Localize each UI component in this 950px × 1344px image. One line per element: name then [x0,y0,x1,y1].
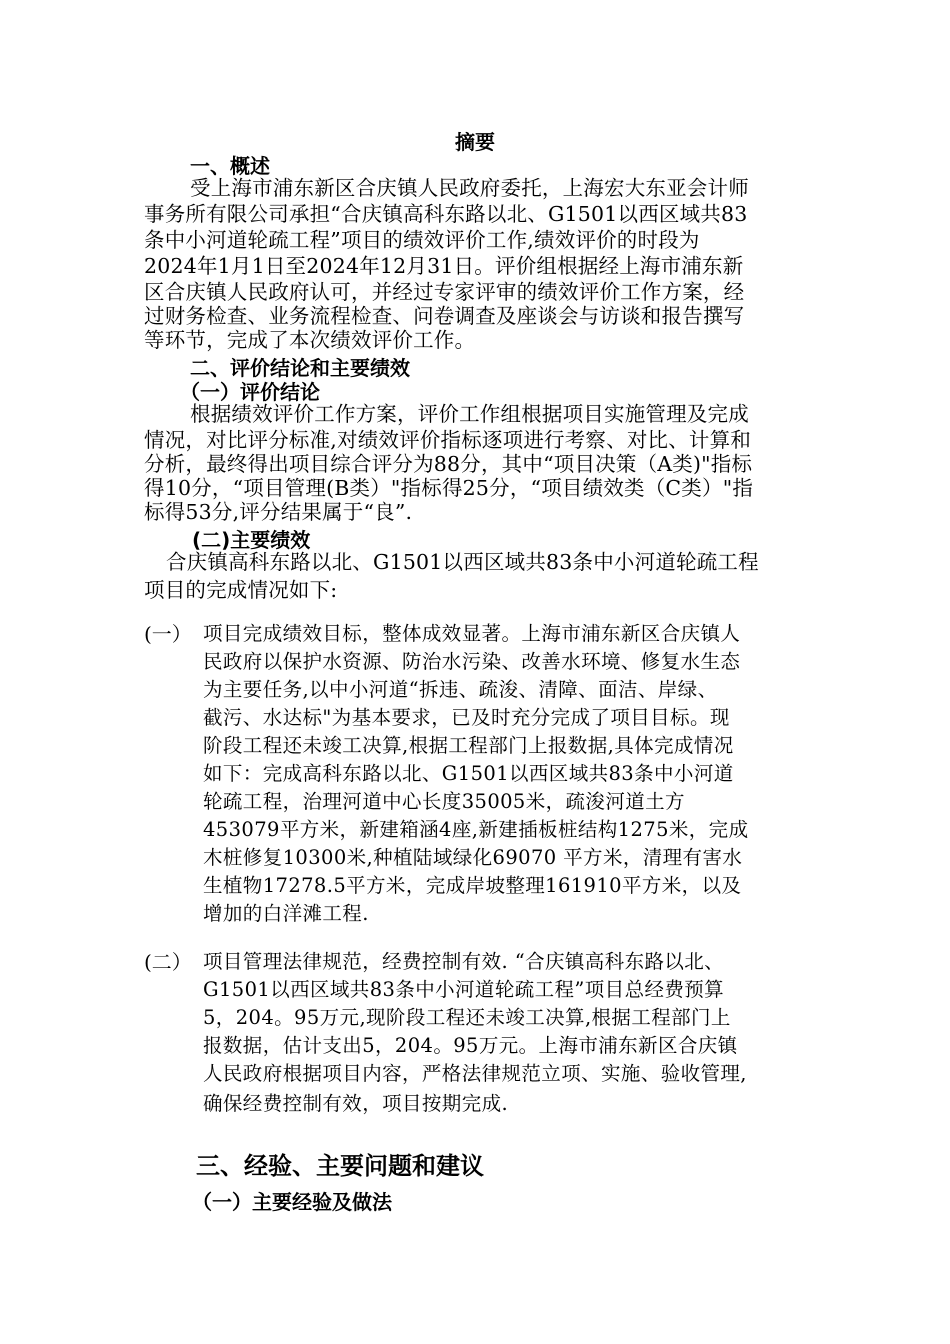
paragraph-line: 根据绩效评价工作方案，评价工作组根据项目实施管理及完成 [190,402,749,426]
paragraph-line: 标得53分,评分结果属于“良”. [144,500,413,524]
list-item-line: 确保经费控制有效，项目按期完成. [203,1092,509,1115]
list-number: (一） [144,622,192,646]
paragraph-line: 区合庆镇人民政府认可，并经过专家评审的绩效评价工作方案，经 [144,280,745,304]
list-item-line: 人民政府根据项目内容，严格法律规范立项、实施、验收管理, [203,1062,747,1085]
paragraph-line: 受上海市浦东新区合庆镇人民政府委托，上海宏大东亚会计师 [190,176,749,200]
section3-heading: 三、经验、主要问题和建议 [196,1152,484,1180]
paragraph-line: 条中小河道轮疏工程”项目的绩效评价工作,绩效评价的时段为 [144,228,700,252]
list-item-line: 木桩修复10300米,种植陆域绿化69070 平方米，清理有害水 [203,846,743,869]
list-item-line: G1501以西区域共83条中小河道轮疏工程”项目总经费预算 [203,978,725,1001]
list-item-line: 项目管理法律规范，经费控制有效. “合庆镇高科东路以北、 [203,950,725,973]
list-item-line: 5，204。95万元,现阶段工程还未竣工决算,根据工程部门上 [203,1006,731,1029]
list-item-line: 报数据，估计支出5，204。95万元。上海市浦东新区合庆镇 [203,1034,738,1057]
paragraph-line: 得10分，“项目管理(B类）"指标得25分，“项目绩效类（C类）"指 [144,476,754,500]
paragraph-line: 分析，最终得出项目综合评分为88分，其中“项目决策（A类)"指标 [144,452,753,476]
list-item-line: 阶段工程还未竣工决算,根据工程部门上报数据,具体完成情况 [203,734,734,757]
list-item-line: 项目完成绩效目标，整体成效显著。上海市浦东新区合庆镇人 [203,622,741,645]
list-item-line: 453079平方米，新建箱涵4座,新建插板桩结构1275米，完成 [203,818,749,841]
list-item-line: 生植物17278.5平方米，完成岸坡整理161910平方米，以及 [203,874,742,897]
paragraph-line: 过财务检查、业务流程检查、问卷调查及座谈会与访谈和报告撰写 [144,304,745,328]
subsection-heading: （一）主要经验及做法 [192,1190,392,1214]
list-item-line: 轮疏工程，治理河道中心长度35005米，疏浚河道土方 [203,790,685,813]
paragraph-line: 2024年1月1日至2024年12月31日。评价组根据经上海市浦东新 [144,254,744,278]
paragraph-line: 项目的完成情况如下: [144,578,338,602]
section1-heading: 一、概述 [190,154,270,178]
list-item-line: 如下：完成高科东路以北、G1501以西区域共83条中小河道 [203,762,734,785]
subsection-heading: （一）评价结论 [180,380,320,404]
paragraph-line: 合庆镇高科东路以北、G1501以西区域共83条中小河道轮疏工程 [166,550,759,574]
page-title: 摘要 [455,130,495,154]
list-number: (二） [144,950,192,974]
list-item-line: 增加的白洋滩工程. [203,902,369,925]
paragraph-line: 等环节，完成了本次绩效评价工作。 [144,328,476,352]
section2-heading: 二、评价结论和主要绩效 [190,356,410,380]
list-item-line: 截污、水达标"为基本要求，已及时充分完成了项目目标。现 [203,706,730,729]
paragraph-line: 事务所有限公司承担“合庆镇高科东路以北、G1501以西区域共83 [144,202,748,226]
list-item-line: 民政府以保护水资源、防治水污染、改善水环境、修复水生态 [203,650,741,673]
list-item-line: 为主要任务,以中小河道“拆违、疏浚、清障、面洁、岸绿、 [203,678,718,701]
paragraph-line: 情况，对比评分标准,对绩效评价指标逐项进行考察、对比、计算和 [144,428,752,452]
subsection-heading: (二)主要绩效 [192,528,311,552]
